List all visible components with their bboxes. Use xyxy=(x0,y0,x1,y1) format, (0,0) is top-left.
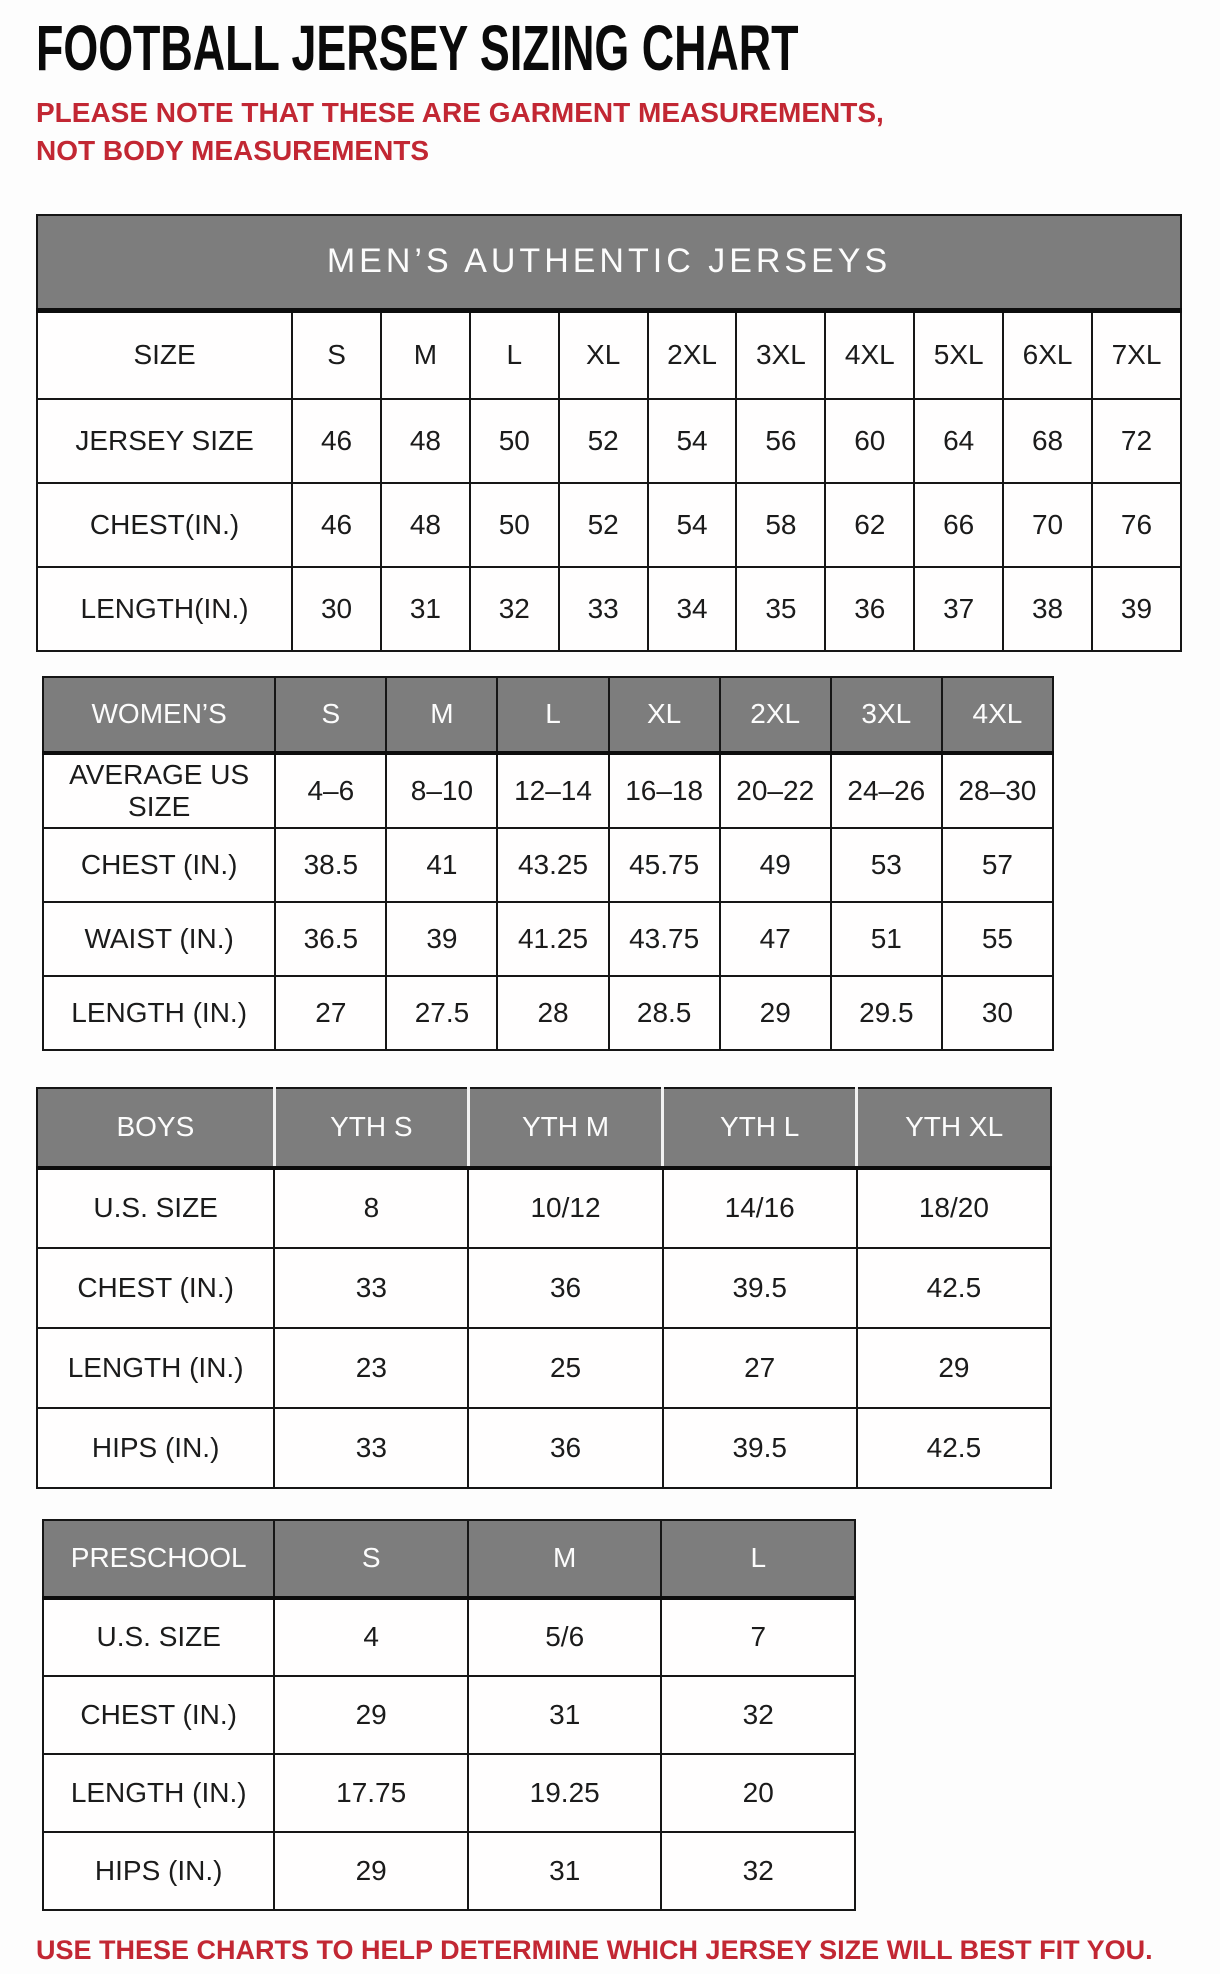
table-cell: 41 xyxy=(386,828,497,902)
table-cell: 60 xyxy=(825,399,914,483)
table-cell: 24–26 xyxy=(831,753,942,828)
table-cell: 45.75 xyxy=(609,828,720,902)
column-header: 6XL xyxy=(1003,311,1092,399)
table-header-row xyxy=(37,311,1181,399)
table-cell: 16–18 xyxy=(609,753,720,828)
row-label: LENGTH (IN.) xyxy=(43,976,275,1050)
column-header: 5XL xyxy=(914,311,1003,399)
table-cell: 4–6 xyxy=(275,753,386,828)
table-cell: 23 xyxy=(274,1328,468,1408)
table-cell: 4 xyxy=(274,1598,468,1676)
table-cell: 18/20 xyxy=(857,1168,1051,1248)
table-banner: MEN’S AUTHENTIC JERSEYS xyxy=(37,215,1181,311)
table-cell: 29.5 xyxy=(831,976,942,1050)
table-cell: 32 xyxy=(661,1832,855,1910)
table-cell: 49 xyxy=(720,828,831,902)
table-cell: 31 xyxy=(468,1832,662,1910)
table-cell: 58 xyxy=(736,483,825,567)
boys-sizing-table xyxy=(36,1087,1220,1489)
column-header: 4XL xyxy=(942,677,1053,753)
table-cell: 70 xyxy=(1003,483,1092,567)
table-cell: 47 xyxy=(720,902,831,976)
footer-note: USE THESE CHARTS TO HELP DETERMINE WHICH JERSEY SIZE WILL BEST FIT YOU. xyxy=(36,1934,1153,1965)
table-cell: 42.5 xyxy=(857,1248,1051,1328)
table-title-cell: WOMEN’S xyxy=(43,677,275,753)
table-cell: 14/16 xyxy=(663,1168,857,1248)
column-header: 2XL xyxy=(720,677,831,753)
table-header-row xyxy=(37,1088,1051,1168)
table-cell: 43.75 xyxy=(609,902,720,976)
preschool-sizing-table xyxy=(42,1519,1220,1911)
table-cell: 31 xyxy=(381,567,470,651)
column-header: L xyxy=(497,677,608,753)
table-cell: 30 xyxy=(942,976,1053,1050)
table-cell: 36.5 xyxy=(275,902,386,976)
table-cell: 27.5 xyxy=(386,976,497,1050)
table-cell: 46 xyxy=(292,399,381,483)
table-row xyxy=(43,1598,855,1676)
row-label: HIPS (IN.) xyxy=(37,1408,274,1488)
column-header: YTH XL xyxy=(857,1088,1051,1168)
table-cell: 52 xyxy=(559,399,648,483)
table-row xyxy=(43,753,1053,828)
column-header: 3XL xyxy=(736,311,825,399)
table-cell: 27 xyxy=(275,976,386,1050)
table-row xyxy=(37,567,1181,651)
row-label: CHEST (IN.) xyxy=(37,1248,274,1328)
table-cell: 31 xyxy=(468,1676,662,1754)
table-cell: 46 xyxy=(292,483,381,567)
womens-sizing-table xyxy=(42,676,1220,1051)
column-header: 3XL xyxy=(831,677,942,753)
table-cell: 35 xyxy=(736,567,825,651)
table-cell: 66 xyxy=(914,483,1003,567)
table-row xyxy=(37,399,1181,483)
table-cell: 8–10 xyxy=(386,753,497,828)
column-header: 7XL xyxy=(1092,311,1181,399)
column-header: M xyxy=(381,311,470,399)
table-cell: 28 xyxy=(497,976,608,1050)
table-cell: 39 xyxy=(1092,567,1181,651)
table-cell: 29 xyxy=(274,1832,468,1910)
row-label: WAIST (IN.) xyxy=(43,902,275,976)
row-label: CHEST (IN.) xyxy=(43,828,275,902)
table-header-row xyxy=(43,677,1053,753)
table-row xyxy=(43,828,1053,902)
table-cell: 32 xyxy=(661,1676,855,1754)
table-title-cell: BOYS xyxy=(37,1088,274,1168)
table-cell: 42.5 xyxy=(857,1408,1051,1488)
table-cell: 43.25 xyxy=(497,828,608,902)
table-row xyxy=(37,483,1181,567)
table-row xyxy=(37,1248,1051,1328)
table-cell: 33 xyxy=(274,1408,468,1488)
row-label: U.S. SIZE xyxy=(43,1598,274,1676)
table-cell: 28.5 xyxy=(609,976,720,1050)
table-title-cell: PRESCHOOL xyxy=(43,1520,274,1598)
row-label: CHEST(IN.) xyxy=(37,483,292,567)
row-label: LENGTH (IN.) xyxy=(43,1754,274,1832)
table-banner-row xyxy=(37,215,1181,311)
table-cell: 33 xyxy=(274,1248,468,1328)
table-cell: 36 xyxy=(468,1248,662,1328)
table-row xyxy=(43,976,1053,1050)
table-cell: 57 xyxy=(942,828,1053,902)
table-cell: 54 xyxy=(648,483,737,567)
table-row xyxy=(37,1408,1051,1488)
table-row xyxy=(37,1328,1051,1408)
table-cell: 51 xyxy=(831,902,942,976)
table-cell: 76 xyxy=(1092,483,1181,567)
table-cell: 32 xyxy=(470,567,559,651)
table-cell: 20 xyxy=(661,1754,855,1832)
table-cell: 29 xyxy=(720,976,831,1050)
table-cell: 53 xyxy=(831,828,942,902)
column-header: XL xyxy=(609,677,720,753)
table-cell: 5/6 xyxy=(468,1598,662,1676)
row-label: AVERAGE US SIZE xyxy=(43,753,275,828)
table-cell: 36 xyxy=(825,567,914,651)
table-row xyxy=(43,1832,855,1910)
column-header: S xyxy=(292,311,381,399)
table-cell: 30 xyxy=(292,567,381,651)
table-cell: 19.25 xyxy=(468,1754,662,1832)
table-cell: 8 xyxy=(274,1168,468,1248)
table-cell: 34 xyxy=(648,567,737,651)
sizing-table xyxy=(42,676,1054,1051)
table-cell: 39 xyxy=(386,902,497,976)
column-header: YTH L xyxy=(663,1088,857,1168)
table-cell: 33 xyxy=(559,567,648,651)
table-cell: 29 xyxy=(857,1328,1051,1408)
column-header: M xyxy=(468,1520,662,1598)
column-header: YTH S xyxy=(274,1088,468,1168)
table-cell: 68 xyxy=(1003,399,1092,483)
column-header: XL xyxy=(559,311,648,399)
table-cell: 55 xyxy=(942,902,1053,976)
table-cell: 17.75 xyxy=(274,1754,468,1832)
table-row xyxy=(43,1754,855,1832)
page-title: FOOTBALL JERSEY SIZING CHART xyxy=(36,12,799,84)
table-cell: 54 xyxy=(648,399,737,483)
table-cell: 62 xyxy=(825,483,914,567)
table-cell: 28–30 xyxy=(942,753,1053,828)
column-header: 2XL xyxy=(648,311,737,399)
table-cell: 56 xyxy=(736,399,825,483)
row-label: LENGTH (IN.) xyxy=(37,1328,274,1408)
mens-authentic-jerseys-table xyxy=(36,214,1220,652)
table-cell: 12–14 xyxy=(497,753,608,828)
column-header: S xyxy=(274,1520,468,1598)
sizing-table xyxy=(42,1519,856,1911)
table-cell: 20–22 xyxy=(720,753,831,828)
table-cell: 41.25 xyxy=(497,902,608,976)
table-cell: 50 xyxy=(470,399,559,483)
garment-measurements-note: PLEASE NOTE THAT THESE ARE GARMENT MEASUREMENTS, NOT BODY MEASUREMENTS xyxy=(36,97,884,166)
table-cell: 7 xyxy=(661,1598,855,1676)
table-cell: 39.5 xyxy=(663,1248,857,1328)
row-label: HIPS (IN.) xyxy=(43,1832,274,1910)
column-header: S xyxy=(275,677,386,753)
column-header: M xyxy=(386,677,497,753)
table-cell: 27 xyxy=(663,1328,857,1408)
table-cell: 38.5 xyxy=(275,828,386,902)
column-header: L xyxy=(661,1520,855,1598)
sizing-table xyxy=(36,214,1182,652)
table-row xyxy=(43,1676,855,1754)
table-row xyxy=(37,1168,1051,1248)
row-label: LENGTH(IN.) xyxy=(37,567,292,651)
table-row xyxy=(43,902,1053,976)
table-cell: 50 xyxy=(470,483,559,567)
table-cell: 10/12 xyxy=(468,1168,662,1248)
table-cell: 25 xyxy=(468,1328,662,1408)
row-label: JERSEY SIZE xyxy=(37,399,292,483)
table-title-cell: SIZE xyxy=(37,311,292,399)
table-cell: 72 xyxy=(1092,399,1181,483)
table-cell: 37 xyxy=(914,567,1003,651)
table-cell: 36 xyxy=(468,1408,662,1488)
row-label: CHEST (IN.) xyxy=(43,1676,274,1754)
table-header-row xyxy=(43,1520,855,1598)
sizing-table xyxy=(36,1087,1052,1489)
column-header: YTH M xyxy=(468,1088,662,1168)
table-cell: 64 xyxy=(914,399,1003,483)
table-cell: 48 xyxy=(381,399,470,483)
row-label: U.S. SIZE xyxy=(37,1168,274,1248)
table-cell: 39.5 xyxy=(663,1408,857,1488)
table-cell: 29 xyxy=(274,1676,468,1754)
column-header: L xyxy=(470,311,559,399)
table-cell: 52 xyxy=(559,483,648,567)
table-cell: 48 xyxy=(381,483,470,567)
table-cell: 38 xyxy=(1003,567,1092,651)
column-header: 4XL xyxy=(825,311,914,399)
